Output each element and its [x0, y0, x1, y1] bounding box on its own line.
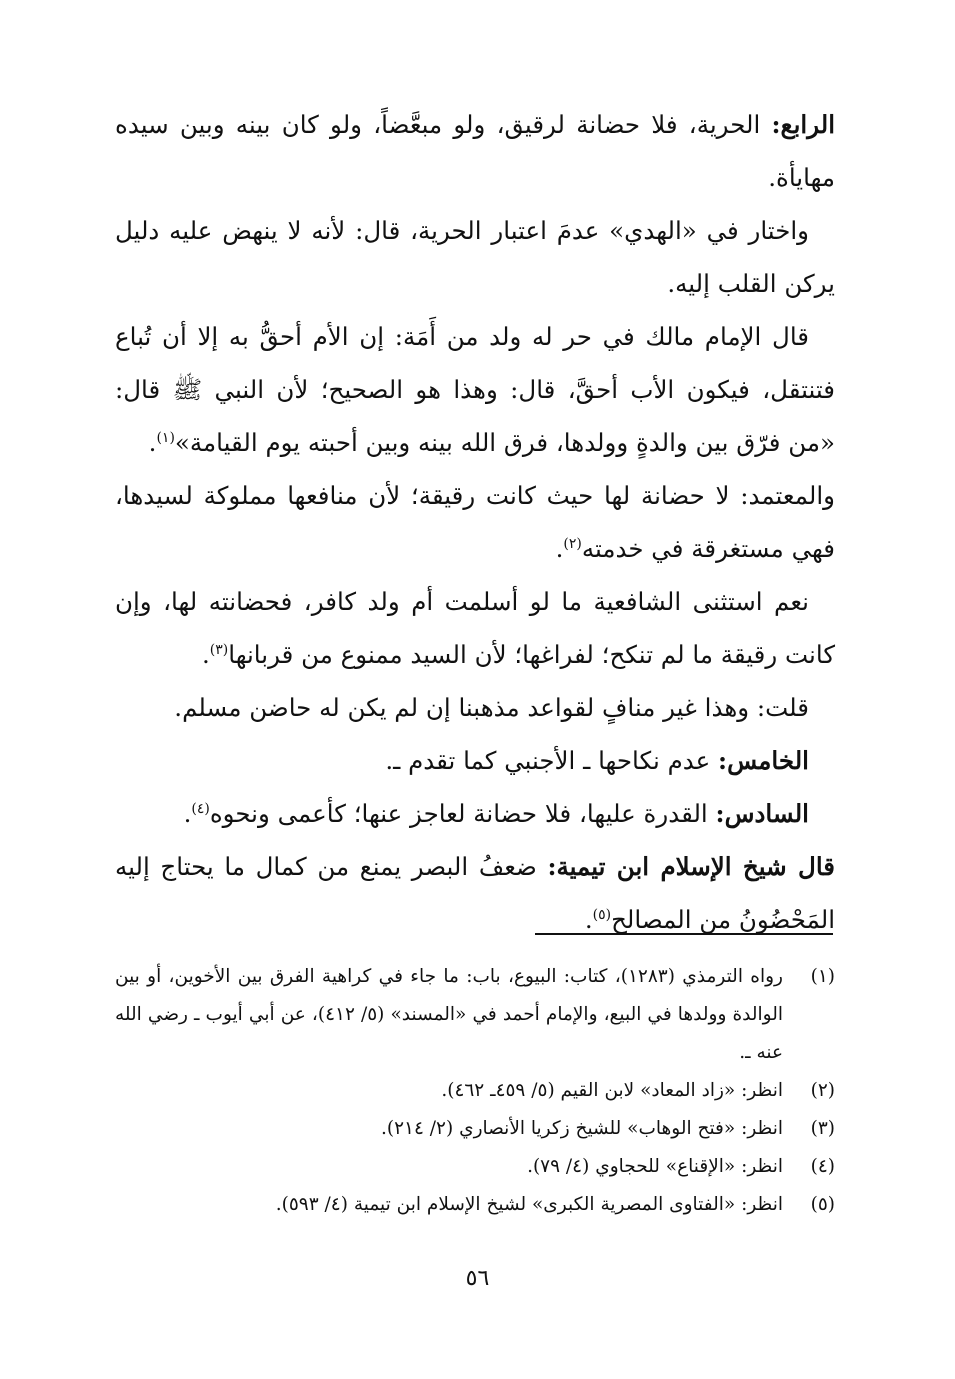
paragraph-text: قال الإمام مالك في حر له ولد من أَمَة: إن الأم أحقُّ به إلا أن تُباع فتنتقل، فيكون الأب أحقَّ، قال: وهذا هو الصحيح؛ لأن النبي ﷺ قال: «من فرّق بين والدةٍ وولدها، فرق الله بينه وبين أحبته يوم القيامة»	[115, 322, 835, 457]
paragraph-tail: .	[201, 640, 210, 669]
paragraph-tail: .	[555, 534, 564, 563]
footnote-item	[115, 958, 835, 1072]
footnote-ref: (٥)	[592, 906, 612, 923]
footnote-text: انظر: «الإقناع» للحجاوي (٤/ ٧٩).	[527, 1156, 783, 1177]
footnote-text: انظر: «الفتاوى المصرية الكبرى» لشيخ الإسلام ابن تيمية (٤/ ٥٩٣).	[275, 1194, 783, 1215]
main-text	[115, 98, 835, 946]
paragraph-text: الحرية، فلا حضانة لرقيق، ولو مبعَّضاً، ولو كان بينه وبين سيده مهايأة.	[115, 110, 835, 192]
paragraph-text: قلت: وهذا غير منافٍ لقواعد مذهبنا إن لم يكن له حاضن مسلم.	[174, 693, 809, 722]
paragraph-tail: .	[183, 799, 192, 828]
paragraph-lead: قال شيخ الإسلام ابن تيمية:	[547, 852, 836, 881]
footnote-item	[115, 1110, 835, 1148]
paragraph-shafiiyya	[115, 575, 835, 681]
footnote-ref: (٣)	[209, 641, 229, 658]
footnote-text: رواه الترمذي (١٢٨٣)، كتاب: البيوع، باب: ما جاء في كراهية الفرق بين الأخوين، أو بين الوالدة وولدها في البيع، والإمام أحمد في «المسند» (٥/ ٤١٢)، عن أبي أيوب ـ رضي الله عنه ـ.	[115, 966, 783, 1063]
paragraph-mutamad	[115, 469, 835, 575]
paragraph-text: عدم نكاحها ـ الأجنبي كما تقدم ـ.	[385, 746, 719, 775]
footnote-item	[115, 1186, 835, 1224]
footnote-number: (٥)	[810, 1194, 835, 1215]
paragraph-condition-6	[115, 787, 835, 840]
footnote-text: انظر: «زاد المعاد» لابن القيم (٥/ ٤٥٩ـ ٤٦٢).	[441, 1080, 783, 1101]
footnote-ref: (٤)	[191, 800, 210, 817]
paragraph-text: القدرة عليها، فلا حضانة لعاجز عنها؛ كأعمى ونحوه	[209, 799, 716, 828]
paragraph-tail: .	[148, 428, 157, 457]
paragraph-qultu	[115, 681, 835, 734]
footnote-number: (٤)	[810, 1156, 835, 1177]
page-number: ٥٦	[465, 1266, 490, 1291]
paragraph-ibn-taymiyya	[115, 840, 835, 946]
paragraph-condition-4	[115, 98, 835, 204]
footnote-number: (٣)	[810, 1118, 835, 1139]
paragraph-lead: السادس:	[715, 799, 809, 828]
paragraph-condition-5	[115, 734, 835, 787]
paragraph-hadi	[115, 204, 835, 310]
footnote-item	[115, 1148, 835, 1186]
paragraph-text: واختار في «الهدي» عدمَ اعتبار الحرية، قال: لأنه لا ينهض عليه دليل يركن القلب إليه.	[115, 216, 835, 298]
footnote-separator	[535, 933, 833, 935]
footnote-item	[115, 1072, 835, 1110]
paragraph-lead: الخامس:	[718, 746, 809, 775]
footnote-number: (١)	[810, 966, 835, 987]
paragraph-text: نعم استثنى الشافعية ما لو أسلمت أم ولد كافر، فحضانته لها، وإن كانت رقيقة ما لم تنكح؛ لفراغها؛ لأن السيد ممنوع من قربانها	[115, 587, 835, 669]
paragraph-lead: الرابع:	[771, 110, 835, 139]
paragraph-text: ضعفُ البصر يمنع من كمال ما يحتاج إليه المَحْضُونُ من المصالح	[115, 852, 835, 934]
paragraph-malik	[115, 310, 835, 469]
paragraph-tail: .	[584, 905, 593, 934]
paragraph-text: والمعتمد: لا حضانة لها حيث كانت رقيقة؛ لأن منافعها مملوكة لسيدها، فهي مستغرقة في خدمته	[115, 481, 835, 563]
footnote-number: (٢)	[810, 1080, 835, 1101]
footnotes	[115, 958, 835, 1224]
footnote-ref: (٢)	[563, 535, 582, 552]
footnote-text: انظر: «فتح الوهاب» للشيخ زكريا الأنصاري (٢/ ٢١٤).	[381, 1118, 783, 1139]
footnote-ref: (١)	[156, 429, 175, 446]
